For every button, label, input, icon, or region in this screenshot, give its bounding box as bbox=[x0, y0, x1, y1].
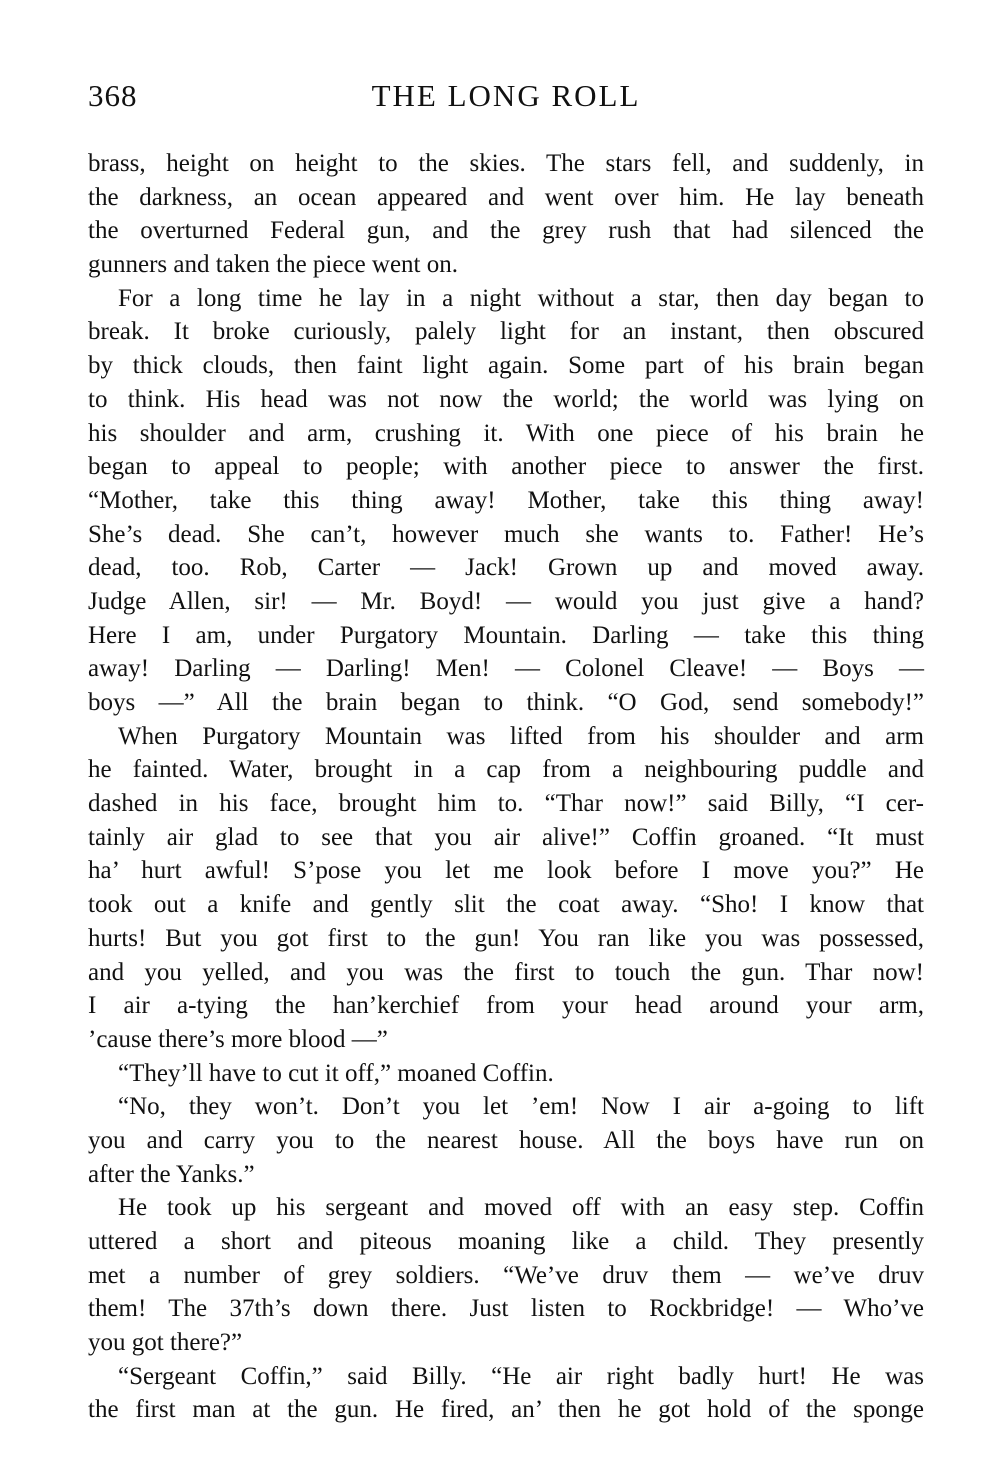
text-line: uttered a short and piteous moaning like a child. They presently bbox=[88, 1228, 924, 1255]
text-line: tainly air glad to see that you air alive!” Coffin groaned. “It must bbox=[88, 823, 924, 851]
text-line: dashed in his face, brought him to. “Thar now!” said Billy, “I cer- bbox=[88, 790, 924, 818]
text-line: his shoulder and arm, crushing it. With one piece of his brain he bbox=[88, 419, 924, 447]
text-line: away! Darling — Darling! Men! — Colonel Cleave! — Boys — bbox=[88, 655, 924, 683]
text-line: “No, they won’t. Don’t you let ’em! Now I air a-going to lift bbox=[118, 1093, 924, 1121]
text-line: “Sergeant Coffin,” said Billy. “He air right badly hurt! He was bbox=[118, 1362, 924, 1390]
text-line: ha’ hurt awful! S’pose you let me look before I move you?” He bbox=[88, 857, 924, 885]
text-line: after the Yanks.” bbox=[88, 1160, 255, 1188]
text-line: When Purgatory Mountain was lifted from his shoulder and arm bbox=[118, 722, 924, 750]
text-line: you and carry you to the nearest house. All the boys have run on bbox=[88, 1126, 924, 1154]
text-line: She’s dead. She can’t, however much she wants to. Father! He’s bbox=[88, 520, 924, 548]
text-line: met a number of grey soldiers. “We’ve druv them — we’ve druv bbox=[88, 1261, 924, 1289]
text-line: the first man at the gun. He fired, an’ then he got hold of the sponge bbox=[88, 1396, 924, 1424]
text-line: “They’ll have to cut it off,” moaned Coffin. bbox=[118, 1059, 554, 1087]
text-line: he fainted. Water, brought in a cap from a neighbouring puddle and bbox=[88, 756, 924, 784]
text-line: them! The 37th’s down there. Just listen to Rockbridge! — Who’ve bbox=[88, 1295, 924, 1323]
text-line: He took up his sergeant and moved off with an easy step. Coffin bbox=[118, 1194, 924, 1222]
text-line: For a long time he lay in a night without a star, then day began to bbox=[118, 284, 924, 312]
text-line: the darkness, an ocean appeared and went over him. He lay beneath bbox=[88, 183, 924, 211]
text-line: to think. His head was not now the world; the world was lying on bbox=[88, 385, 924, 413]
text-line: by thick clouds, then faint light again. Some part of his brain began bbox=[88, 352, 924, 380]
text-line: and you yelled, and you was the first to touch the gun. Thar now! bbox=[88, 958, 924, 986]
text-line: you got there?” bbox=[88, 1329, 243, 1357]
text-line: Here I am, under Purgatory Mountain. Darling — take this thing bbox=[88, 621, 924, 649]
text-line: hurts! But you got first to the gun! You ran like you was possessed, bbox=[88, 924, 924, 952]
text-line: took out a knife and gently slit the coat away. “Sho! I know that bbox=[88, 891, 924, 919]
text-line: ’cause there’s more blood —” bbox=[88, 1025, 388, 1053]
page-header bbox=[88, 78, 924, 122]
text-line: “Mother, take this thing away! Mother, take this thing away! bbox=[88, 486, 924, 514]
text-line: began to appeal to people; with another piece to answer the first. bbox=[88, 453, 924, 481]
running-title: THE LONG ROLL bbox=[371, 78, 641, 113]
text-line: I air a-tying the han’kerchief from your head around your arm, bbox=[88, 992, 924, 1020]
body-text bbox=[88, 147, 924, 1427]
text-line: gunners and taken the piece went on. bbox=[88, 251, 459, 279]
page-number: 368 bbox=[88, 78, 138, 113]
text-line: break. It broke curiously, palely light for an instant, then obscured bbox=[88, 318, 924, 346]
text-line: dead, too. Rob, Carter — Jack! Grown up and moved away. bbox=[88, 554, 924, 582]
text-line: boys —” All the brain began to think. “O God, send somebody!” bbox=[88, 689, 924, 716]
text-line: Judge Allen, sir! — Mr. Boyd! — would you just give a hand? bbox=[88, 587, 924, 615]
text-line: brass, height on height to the skies. The stars fell, and suddenly, in bbox=[88, 150, 924, 177]
text-line: the overturned Federal gun, and the grey rush that had silenced the bbox=[88, 217, 924, 245]
